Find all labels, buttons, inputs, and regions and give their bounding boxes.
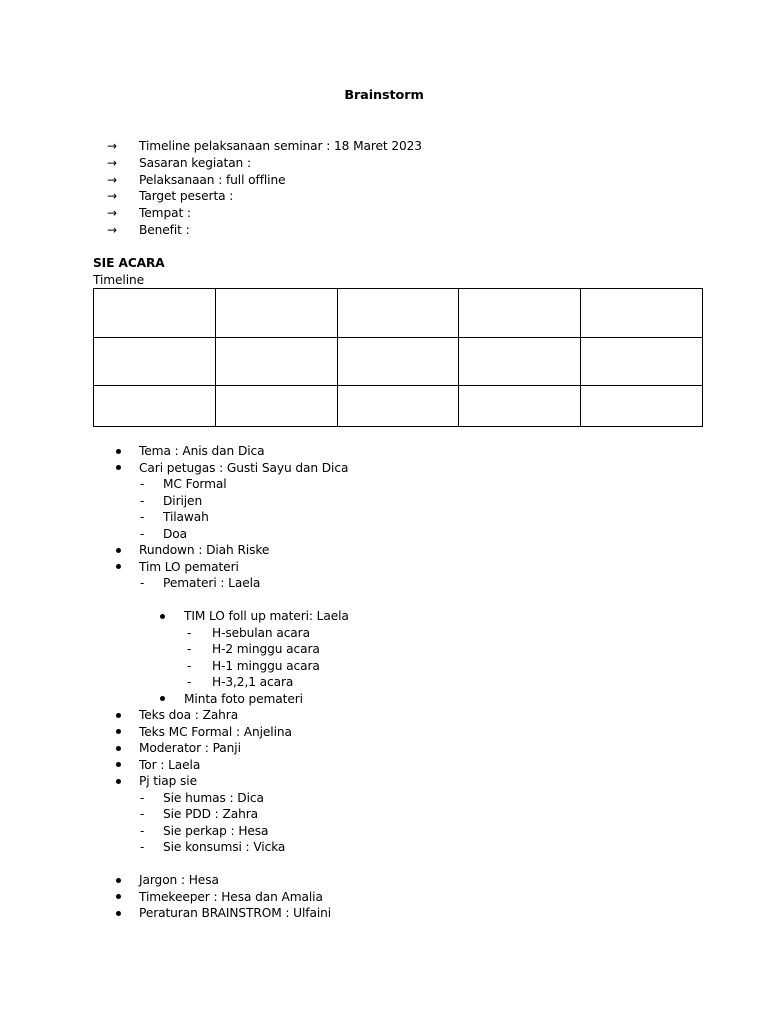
dash-icon bbox=[140, 526, 146, 543]
arrow-list-item bbox=[107, 172, 707, 189]
dash-icon bbox=[140, 493, 146, 510]
table-cell bbox=[215, 338, 337, 386]
list-item: Tim LO pemateri bbox=[139, 559, 239, 574]
list-item: Cari petugas : Gusti Sayu dan Dica bbox=[139, 460, 349, 475]
list-item: H-1 minggu acara bbox=[212, 658, 320, 673]
list-item: Tor : Laela bbox=[139, 757, 201, 772]
bullet-icon bbox=[116, 779, 121, 784]
table-cell bbox=[581, 289, 703, 338]
list-marker bbox=[116, 460, 121, 477]
list-item: MC Formal bbox=[163, 477, 227, 491]
table-cell bbox=[94, 338, 216, 386]
list-marker bbox=[140, 790, 146, 807]
arrow-list bbox=[107, 138, 707, 239]
list-marker bbox=[116, 707, 121, 724]
bullet-icon bbox=[116, 911, 121, 916]
bullet-icon bbox=[160, 614, 165, 619]
bullet-icon bbox=[116, 746, 121, 751]
bullet-icon bbox=[160, 696, 165, 701]
table-cell bbox=[581, 338, 703, 386]
table-row bbox=[94, 386, 703, 427]
table-row bbox=[94, 289, 703, 338]
table-cell bbox=[337, 289, 459, 338]
arrow-icon: → bbox=[107, 206, 117, 221]
arrow-icon: → bbox=[107, 139, 117, 154]
bullet-icon bbox=[116, 894, 121, 899]
list-item: Sie PDD : Zahra bbox=[163, 807, 258, 821]
list-marker bbox=[116, 724, 121, 741]
bullet-icon bbox=[116, 564, 121, 569]
arrow-list-item-text: Pelaksanaan : full offline bbox=[139, 172, 286, 187]
list-item: Sie perkap : Hesa bbox=[163, 823, 269, 838]
section-heading: SIE ACARA bbox=[93, 256, 165, 270]
dash-icon bbox=[140, 476, 146, 493]
list-item: Pj tiap sie bbox=[139, 774, 197, 788]
list-item: H-2 minggu acara bbox=[212, 642, 320, 656]
list-item: Peraturan BRAINSTROM : Ulfaini bbox=[139, 906, 332, 920]
arrow-list-item bbox=[107, 155, 707, 172]
arrow-list-item bbox=[107, 222, 707, 239]
list-marker bbox=[116, 443, 121, 460]
table-cell bbox=[459, 386, 581, 427]
list-marker bbox=[140, 526, 146, 543]
bullet-icon bbox=[116, 548, 121, 553]
list-marker bbox=[116, 740, 121, 757]
page-title: Brainstorm bbox=[344, 88, 424, 103]
timeline-label: Timeline bbox=[93, 273, 145, 287]
list-marker bbox=[140, 493, 146, 510]
dash-icon bbox=[187, 641, 193, 658]
table-cell bbox=[94, 289, 216, 338]
dash-icon bbox=[187, 625, 193, 642]
list-marker bbox=[140, 839, 146, 856]
dash-icon bbox=[187, 674, 193, 691]
list-item: Teks doa : Zahra bbox=[139, 708, 239, 722]
list-marker bbox=[116, 559, 121, 576]
arrow-list-item-text: Target peserta : bbox=[139, 189, 234, 204]
dash-icon bbox=[187, 658, 193, 675]
table-cell bbox=[459, 289, 581, 338]
list-item: TIM LO foll up materi: Laela bbox=[184, 609, 349, 623]
list-marker bbox=[116, 773, 121, 790]
list-item: Rundown : Diah Riske bbox=[139, 543, 270, 557]
table-cell bbox=[337, 338, 459, 386]
list-marker bbox=[116, 872, 121, 889]
list-marker bbox=[187, 674, 193, 691]
bullet-icon bbox=[116, 762, 121, 767]
dash-icon bbox=[140, 806, 146, 823]
list-item: Minta foto pemateri bbox=[184, 691, 303, 706]
arrow-icon: → bbox=[107, 189, 117, 204]
timeline-table bbox=[93, 288, 703, 427]
list-marker bbox=[140, 823, 146, 840]
bullet-icon bbox=[116, 878, 121, 883]
list-item: Dirijen bbox=[163, 493, 203, 508]
list-item: Pemateri : Laela bbox=[163, 576, 261, 590]
table-cell bbox=[581, 386, 703, 427]
table-row bbox=[94, 338, 703, 386]
arrow-list-item-text: Tempat : bbox=[139, 206, 191, 221]
arrow-list-item bbox=[107, 188, 707, 205]
dash-icon bbox=[140, 839, 146, 856]
list-item: Doa bbox=[163, 526, 188, 541]
list-item: H-3,2,1 acara bbox=[212, 675, 294, 689]
list-marker bbox=[116, 889, 121, 906]
list-marker bbox=[187, 641, 193, 658]
arrow-list-item-text: Benefit : bbox=[139, 223, 190, 238]
list-item: Tema : Anis dan Dica bbox=[139, 444, 265, 458]
arrow-icon: → bbox=[107, 172, 117, 187]
list-item: Timekeeper : Hesa dan Amalia bbox=[139, 889, 323, 904]
bullet-icon bbox=[116, 729, 121, 734]
arrow-list-item bbox=[107, 138, 707, 155]
list-marker bbox=[140, 575, 146, 592]
list-item: Tilawah bbox=[163, 510, 209, 524]
dash-icon bbox=[140, 509, 146, 526]
table-cell bbox=[337, 386, 459, 427]
table-cell bbox=[459, 338, 581, 386]
dash-icon bbox=[140, 823, 146, 840]
bullet-icon bbox=[116, 449, 121, 454]
list-item: Jargon : Hesa bbox=[139, 873, 219, 887]
list-marker bbox=[160, 691, 165, 708]
list-marker bbox=[140, 476, 146, 493]
table-cell bbox=[215, 386, 337, 427]
list-marker bbox=[116, 542, 121, 559]
list-marker bbox=[116, 905, 121, 922]
list-marker bbox=[187, 625, 193, 642]
arrow-icon: → bbox=[107, 223, 117, 238]
list-item: Teks MC Formal : Anjelina bbox=[139, 724, 292, 739]
list-item: Moderator : Panji bbox=[139, 741, 241, 755]
list-marker bbox=[116, 757, 121, 774]
list-marker bbox=[187, 658, 193, 675]
table-cell bbox=[215, 289, 337, 338]
table-cell bbox=[94, 386, 216, 427]
list-marker bbox=[140, 806, 146, 823]
arrow-icon: → bbox=[107, 155, 117, 170]
list-marker bbox=[160, 608, 165, 625]
list-item: Sie konsumsi : Vicka bbox=[163, 840, 286, 854]
list-item: Sie humas : Dica bbox=[163, 790, 264, 805]
arrow-list-item-text: Sasaran kegiatan : bbox=[139, 155, 251, 170]
list-marker bbox=[140, 509, 146, 526]
bullet-icon bbox=[116, 713, 121, 718]
bullet-icon bbox=[116, 465, 121, 470]
list-item: H-sebulan acara bbox=[212, 625, 310, 640]
arrow-list-item bbox=[107, 205, 707, 222]
arrow-list-item-text: Timeline pelaksanaan seminar : 18 Maret 2023 bbox=[139, 139, 422, 154]
dash-icon bbox=[140, 790, 146, 807]
dash-icon bbox=[140, 575, 146, 592]
